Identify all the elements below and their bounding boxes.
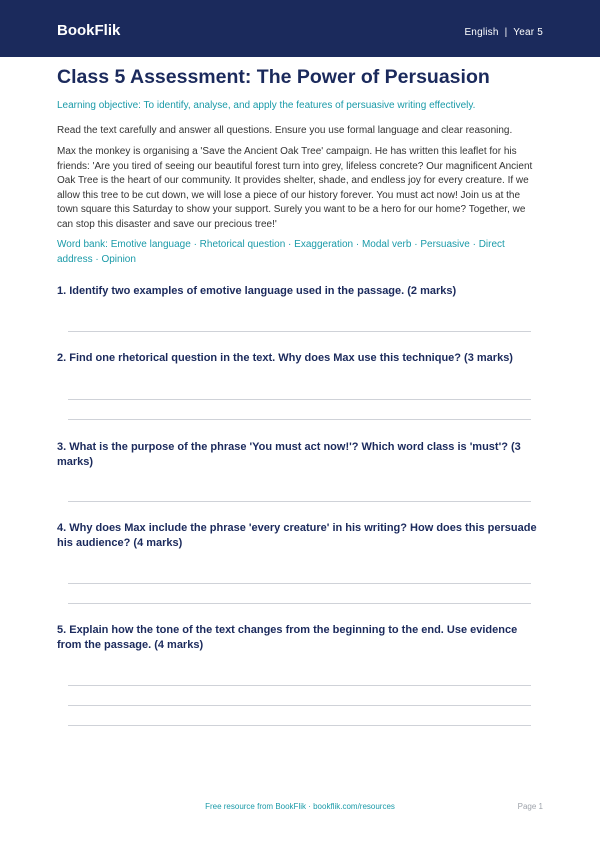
answer-line[interactable]	[68, 725, 531, 726]
answer-line[interactable]	[68, 419, 531, 420]
page-header	[0, 0, 600, 57]
answer-line[interactable]	[68, 685, 531, 686]
year-label: Year 5	[513, 27, 543, 38]
subject-year	[464, 27, 543, 38]
question-5: 5. Explain how the tone of the text changes from the beginning to the end. Use evidence from the passage. (4 marks)	[57, 624, 518, 651]
answer-line[interactable]	[68, 583, 531, 584]
answer-line[interactable]	[68, 501, 531, 502]
word-bank: Word bank: Emotive language · Rhetorical question · Exaggeration · Modal verb · Persuasive · Direct address · Opinion	[57, 239, 505, 265]
footer-resource-link[interactable]: Free resource from BookFlik · bookflik.com/resources	[205, 802, 395, 811]
answer-line[interactable]	[68, 399, 531, 400]
reading-passage: Max the monkey is organising a 'Save the Ancient Oak Tree' campaign. He has written this leaflet for his friends: 'Are you tired of seeing our beautiful forest turn into grey, lifeless concrete? Our magnificent Ancient Oak Tree is the heart of our community. It provides shelter, shade, and endless joy for every creature. If we allow this tree to be cut down, we will lose a piece of our history forever. You must act now! Join us at the town square this Saturday to show your support. Surely you want to be a hero for our home? Together, we can stop this disaster and save our precious tree!'	[57, 146, 533, 230]
page-number: Page 1	[517, 802, 543, 811]
separator: |	[504, 27, 508, 38]
page-title: Class 5 Assessment: The Power of Persuasion	[57, 66, 490, 88]
answer-line[interactable]	[68, 331, 531, 332]
brand-logo: BookFlik	[57, 22, 121, 39]
answer-line[interactable]	[68, 705, 531, 706]
instructions: Read the text carefully and answer all questions. Ensure you use formal language and clear reasoning.	[57, 125, 513, 136]
question-4: 4. Why does Max include the phrase 'every creature' in his writing? How does this persuade his audience? (4 marks)	[57, 522, 537, 549]
question-1: 1. Identify two examples of emotive language used in the passage. (2 marks)	[57, 285, 457, 297]
answer-line[interactable]	[68, 603, 531, 604]
learning-objective: Learning objective: To identify, analyse, and apply the features of persuasive writing effectively.	[57, 100, 476, 111]
question-2: 2. Find one rhetorical question in the text. Why does Max use this technique? (3 marks)	[57, 352, 513, 364]
subject-label: English	[464, 27, 499, 38]
question-3: 3. What is the purpose of the phrase 'You must act now!'? Which word class is 'must'? (3 marks)	[57, 441, 521, 468]
